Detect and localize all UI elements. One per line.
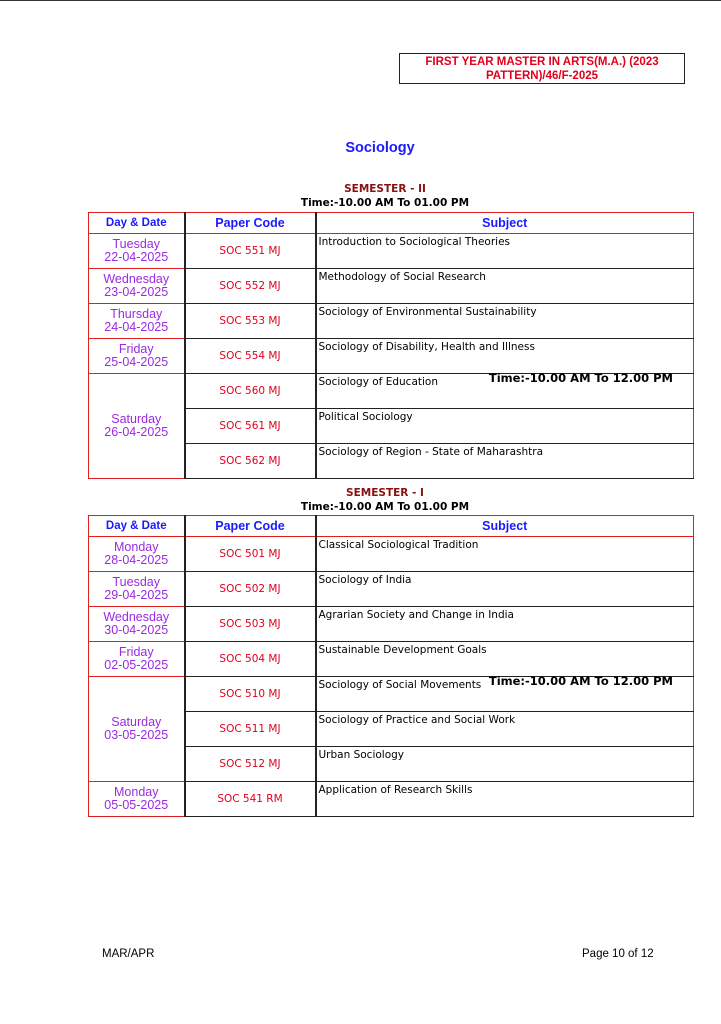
day-date-cell xyxy=(89,572,185,607)
semester-i-title: SEMESTER - I xyxy=(346,487,424,499)
day-date-cell xyxy=(89,537,185,572)
day-label: Monday xyxy=(114,540,159,554)
top-border-line xyxy=(0,0,721,1)
col-day-date: Day & Date xyxy=(89,516,185,537)
footer-session: MAR/APR xyxy=(102,948,155,960)
subject-cell: Sociology of Practice and Social Work xyxy=(316,712,694,747)
day-date-cell xyxy=(89,607,185,642)
table-row xyxy=(89,642,694,677)
subject-cell: Application of Research Skills xyxy=(316,782,694,817)
table-row xyxy=(89,782,694,817)
paper-code-cell: SOC 552 MJ xyxy=(185,269,316,304)
paper-code-cell: SOC 551 MJ xyxy=(185,234,316,269)
col-paper-code: Paper Code xyxy=(185,213,316,234)
table-header-row xyxy=(89,213,694,234)
table-header-row xyxy=(89,516,694,537)
col-subject: Subject xyxy=(316,516,694,537)
date-label: 03-05-2025 xyxy=(104,728,169,742)
day-date-cell xyxy=(89,642,185,677)
day-label: Wednesday xyxy=(103,272,170,286)
day-label: Monday xyxy=(114,785,159,799)
semester-i-time: Time:-10.00 AM To 01.00 PM xyxy=(300,501,470,513)
day-label: Saturday xyxy=(111,715,162,729)
exam-header-box xyxy=(399,53,685,84)
semester-ii-title: SEMESTER - II xyxy=(344,183,426,195)
table-row xyxy=(89,339,694,374)
subject-cell: Methodology of Social Research xyxy=(316,269,694,304)
date-label: 23-04-2025 xyxy=(104,285,169,299)
semester-i-table xyxy=(88,515,694,817)
day-date-cell xyxy=(89,304,185,339)
table-row xyxy=(89,304,694,339)
date-label: 22-04-2025 xyxy=(104,250,169,264)
date-label: 02-05-2025 xyxy=(104,658,169,672)
semester-ii-table xyxy=(88,212,694,479)
table-row xyxy=(89,269,694,304)
exam-header-line1: FIRST YEAR MASTER IN ARTS(M.A.) (2023 xyxy=(425,56,659,68)
day-label: Tuesday xyxy=(112,575,160,589)
subject-text: Sustainable Development Goals xyxy=(318,644,487,656)
subject-title: Sociology xyxy=(345,140,415,156)
table-row xyxy=(89,572,694,607)
table-row xyxy=(89,607,694,642)
day-date-cell xyxy=(89,339,185,374)
date-label: 05-05-2025 xyxy=(104,798,169,812)
day-label: Wednesday xyxy=(103,610,170,624)
day-label: Thursday xyxy=(110,307,163,321)
time-note: Time:-10.00 AM To 12.00 PM xyxy=(488,674,673,688)
subject-cell: Political Sociology xyxy=(316,409,694,444)
day-label: Tuesday xyxy=(112,237,160,251)
paper-code-cell: SOC 511 MJ xyxy=(185,712,316,747)
paper-code-cell: SOC 541 RM xyxy=(185,782,316,817)
paper-code-cell: SOC 503 MJ xyxy=(185,607,316,642)
paper-code-cell: SOC 560 MJ xyxy=(185,374,316,409)
day-label: Saturday xyxy=(111,412,162,426)
date-label: 26-04-2025 xyxy=(104,425,169,439)
subject-cell: Sociology of India xyxy=(316,572,694,607)
subject-cell: Agrarian Society and Change in India xyxy=(316,607,694,642)
exam-header-line2: PATTERN)/46/F-2025 xyxy=(485,70,599,82)
date-label: 24-04-2025 xyxy=(104,320,169,334)
paper-code-cell: SOC 554 MJ xyxy=(185,339,316,374)
date-label: 30-04-2025 xyxy=(104,623,169,637)
col-day-date: Day & Date xyxy=(89,213,185,234)
day-date-cell xyxy=(89,234,185,269)
day-label: Friday xyxy=(118,342,154,356)
subject-cell: Sociology of Education xyxy=(316,374,694,409)
day-date-cell xyxy=(89,269,185,304)
table-row xyxy=(89,234,694,269)
subject-cell: Sociology of Environmental Sustainability xyxy=(316,304,694,339)
date-label: 28-04-2025 xyxy=(104,553,169,567)
paper-code-cell: SOC 510 MJ xyxy=(185,677,316,712)
day-date-cell xyxy=(89,677,185,782)
subject-cell: Urban Sociology xyxy=(316,747,694,782)
paper-code-cell: SOC 502 MJ xyxy=(185,572,316,607)
paper-code-cell: SOC 512 MJ xyxy=(185,747,316,782)
paper-code-cell: SOC 504 MJ xyxy=(185,642,316,677)
paper-code-cell: SOC 562 MJ xyxy=(185,444,316,479)
date-label: 29-04-2025 xyxy=(104,588,169,602)
date-label: 25-04-2025 xyxy=(104,355,169,369)
day-date-cell xyxy=(89,374,185,479)
subject-cell: Introduction to Sociological Theories xyxy=(316,234,694,269)
subject-cell: Sociology of Region - State of Maharashtra xyxy=(316,444,694,479)
subject-cell: Classical Sociological Tradition xyxy=(316,537,694,572)
subject-cell: Sociology of Social Movements xyxy=(316,677,694,712)
footer-page-number: Page 10 of 12 xyxy=(582,948,654,960)
paper-code-cell: SOC 561 MJ xyxy=(185,409,316,444)
semester-ii-time: Time:-10.00 AM To 01.00 PM xyxy=(300,197,470,209)
paper-code-cell: SOC 553 MJ xyxy=(185,304,316,339)
paper-code-cell: SOC 501 MJ xyxy=(185,537,316,572)
table-row xyxy=(89,537,694,572)
col-subject: Subject xyxy=(316,213,694,234)
col-paper-code: Paper Code xyxy=(185,516,316,537)
day-label: Friday xyxy=(118,645,154,659)
time-note: Time:-10.00 AM To 12.00 PM xyxy=(488,371,673,385)
subject-text: Sociology of Disability, Health and Illness xyxy=(318,341,535,353)
day-date-cell xyxy=(89,782,185,817)
